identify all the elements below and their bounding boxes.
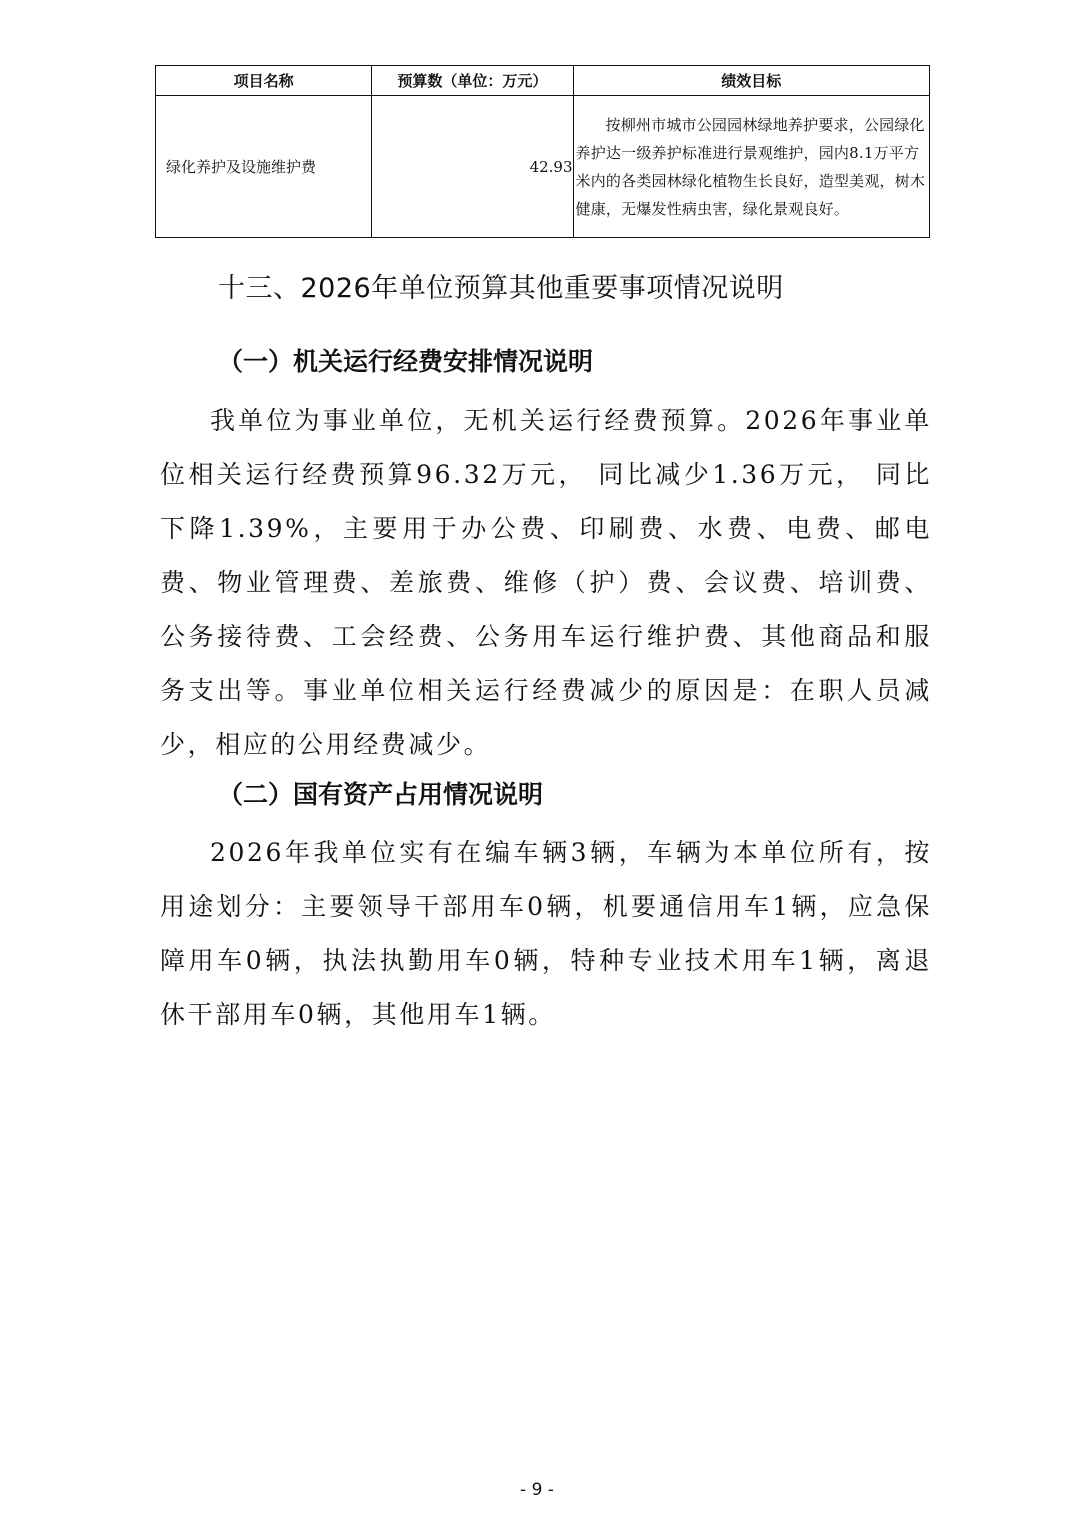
section-title: 十三、2026年单位预算其他重要事项情况说明 [218, 273, 784, 304]
cell-performance-goal: 按柳州市城市公园园林绿地养护要求，公园绿化养护达一级养护标准进行景观维护，园内8.1万平方米内的各类园林绿化植物生长良好，造型美观，树木健康，无爆发性病虫害，绿化景观良好。 [573, 96, 929, 238]
subsection-title-state-assets: （二）国有资产占用情况说明 [218, 780, 544, 809]
subsection-title-operating-expenses: （一）机关运行经费安排情况说明 [218, 347, 594, 376]
header-performance-goal: 绩效目标 [573, 66, 929, 96]
performance-table [155, 65, 930, 238]
cell-budget-amount: 42.93 [372, 96, 573, 238]
header-budget: 预算数（单位：万元） [372, 66, 573, 96]
paragraph-state-assets: 2026年我单位实有在编车辆3辆，车辆为本单位所有，按用途划分：主要领导干部用车0辆，机要通信用车1辆，应急保障用车0辆，执法执勤用车0辆，特种专业技术用车1辆，离退休干部用车0辆，其他用车1辆。 [160, 838, 932, 1029]
page-number: - 9 - [520, 1480, 554, 1500]
header-project-name: 项目名称 [156, 66, 372, 96]
table-row [156, 96, 930, 238]
paragraph-operating-expenses: 我单位为事业单位，无机关运行经费预算。2026年事业单位相关运行经费预算96.32万元， 同比减少1.36万元， 同比下降1.39%，主要用于办公费、印刷费、水费、电费、邮电费、物业管理费、差旅费、维修（护）费、会议费、培训费、公务接待费、工会经费、公务用车运行维护费、其他商品和服务支出等。事业单位相关运行经费减少的原因是：在职人员减少，相应的公用经费减少。 [160, 406, 932, 759]
cell-project-name: 绿化养护及设施维护费 [156, 96, 372, 238]
table-header-row [156, 66, 930, 96]
